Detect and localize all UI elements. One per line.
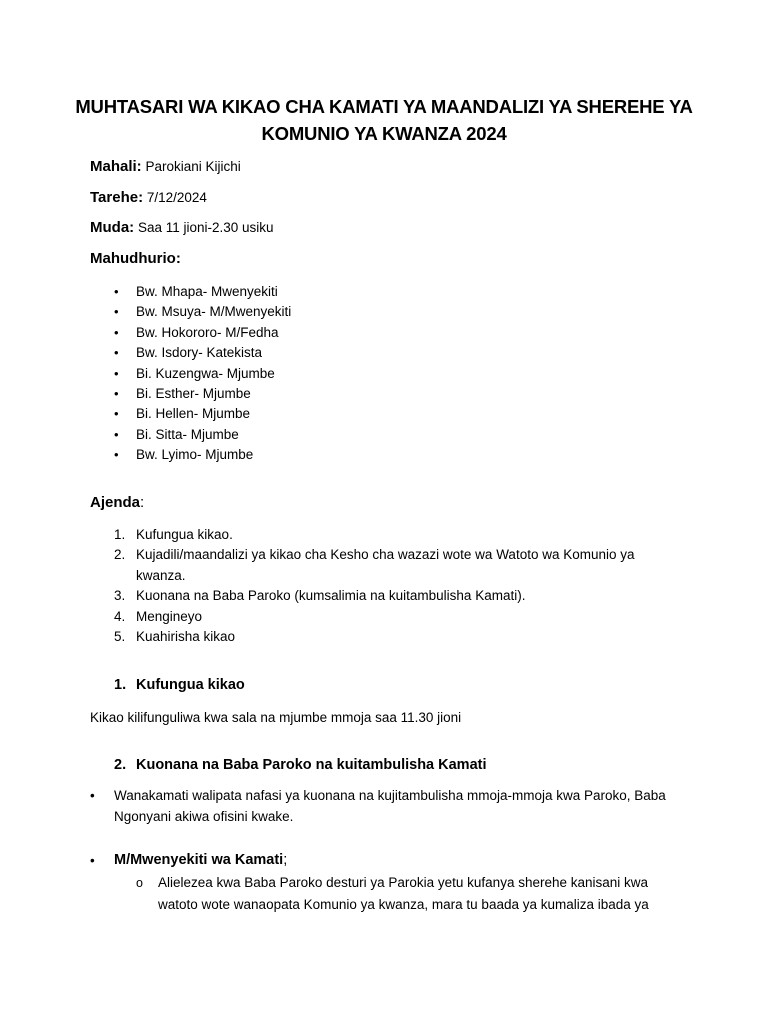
list-item [90,607,670,627]
attendee-text: Bw. Mhapa- Mwenyekiti [136,284,278,299]
bullet-label [90,850,680,871]
agenda-list [90,525,670,647]
document-title [60,93,708,147]
field-tarehe [90,189,207,206]
list-item [90,282,291,302]
section-1-body: Kikao kilifunguliwa kwa sala na mjumbe mmoja saa 11.30 jioni [90,710,462,725]
list-item [90,445,291,465]
bullet-icon: • [114,304,119,320]
bullet-label-colon: ; [283,852,288,868]
bullet-paragraph-2 [90,850,680,871]
list-item [90,425,291,445]
title-line-1: MUHTASARI WA KIKAO CHA KAMATI YA MAANDALIZI YA SHEREHE YA [75,96,693,117]
list-item [90,525,670,545]
agenda-text: Mengineyo [136,608,203,624]
bullet-text: Wanakamati walipata nafasi ya kuonana na kujitambulisha mmoja-mmoja kwa Paroko, Baba Ngonyani akiwa ofisini kwake. [114,788,666,824]
list-item [90,586,670,606]
attendee-text: Bw. Isdory- Katekista [136,345,263,361]
list-item [90,545,670,586]
agenda-text: Kuonana na Baba Paroko (kumsalimia na kuitambulisha Kamati). [136,588,526,604]
attendee-text: Bw. Msuya- M/Mwenyekiti [136,304,292,320]
mahali-value: Parokiani Kijichi [145,159,241,174]
bullet-icon: • [114,284,119,299]
mahudhurio-heading: Mahudhurio: [90,250,181,267]
section-number: 2. [114,757,127,773]
section-title: Kuonana na Baba Paroko na kuitambulisha Kamati [136,757,487,773]
list-item [90,384,291,404]
ajenda-heading-text: Ajenda [90,494,141,511]
field-muda [90,219,274,236]
agenda-number: 1. [114,527,126,542]
agenda-number: 4. [114,608,126,624]
bullet-icon: • [114,406,119,422]
bullet-icon: • [114,426,119,442]
list-item [90,302,291,322]
circle-bullet-icon: o [136,876,143,890]
attendee-text: Bw. Hokororo- M/Fedha [136,324,279,340]
agenda-text: Kufungua kikao. [136,527,233,542]
agenda-number: 2. [114,547,126,563]
attendee-text: Bi. Esther- Mjumbe [136,385,251,401]
list-item [90,323,291,343]
attendee-text: Bi. Hellen- Mjumbe [136,406,251,422]
bullet-icon: • [90,853,95,868]
section-title: Kufungua kikao [136,677,245,693]
tarehe-value: 7/12/2024 [146,190,207,205]
list-item [90,343,291,363]
bullet-icon: • [114,365,119,381]
ajenda-colon: : [140,494,145,511]
bullet-label-text: M/Mwenyekiti wa Kamati [114,852,284,868]
attendee-list [90,282,291,466]
bullet-icon: • [114,385,119,401]
attendee-text: Bi. Kuzengwa- Mjumbe [136,365,275,381]
section-number: 1. [114,677,127,693]
list-item [90,627,670,647]
bullet-icon: • [114,345,119,361]
attendee-text: Bw. Lyimo- Mjumbe [136,447,254,463]
tarehe-label: Tarehe: [90,189,144,206]
bullet-icon: • [114,324,119,340]
bullet-paragraph-1 [90,785,680,827]
agenda-number: 5. [114,629,126,645]
ajenda-heading [90,494,144,511]
agenda-text: Kuahirisha kikao [136,629,236,645]
field-mahali [90,158,241,175]
list-item [90,404,291,424]
section-1-heading [114,677,245,693]
agenda-text: Kujadili/maandalizi ya kikao cha Kesho cha wazazi wote wa Watoto wa Komunio ya kwanza. [136,547,635,583]
mahali-label: Mahali: [90,158,142,175]
sub-bullet-1 [136,872,676,916]
sub-bullet-text: Alielezea kwa Baba Paroko desturi ya Parokia yetu kufanya sherehe kanisani kwa watoto wote wanaopata Komunio ya kwanza, mara tu baada ya kumaliza ibada ya [158,875,649,912]
bullet-icon: • [90,788,95,803]
muda-value: Saa 11 jioni-2.30 usiku [137,220,274,235]
title-line-2: KOMUNIO YA KWANZA 2024 [261,123,507,144]
muda-label: Muda: [90,219,135,236]
attendee-text: Bi. Sitta- Mjumbe [136,426,239,442]
bullet-icon: • [114,447,119,463]
section-2-heading [114,757,487,773]
list-item [90,364,291,384]
agenda-number: 3. [114,588,126,604]
